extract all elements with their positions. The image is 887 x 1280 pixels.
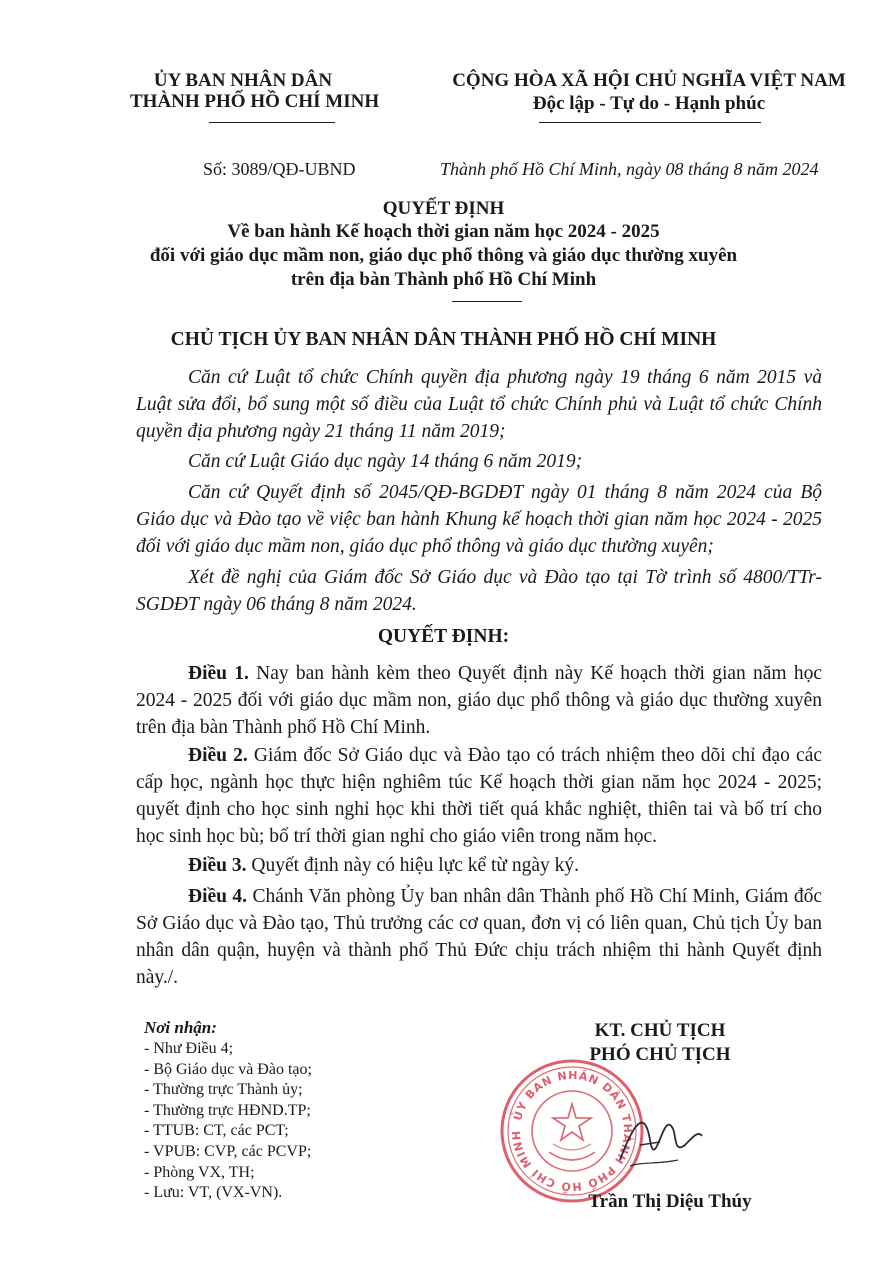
place-date: Thành phố Hồ Chí Minh, ngày 08 tháng 8 năm 2024 (440, 159, 819, 179)
article-4-label: Điều 4. (188, 886, 248, 907)
issuer-underline (209, 122, 335, 123)
recipient-item: - Thường trực HĐND.TP; (144, 1101, 311, 1119)
signature-title-line1: KT. CHỦ TỊCH (594, 1020, 726, 1041)
issuer-name-line2: THÀNH PHỐ HỒ CHÍ MINH (130, 91, 380, 112)
document-subject-line1: Về ban hành Kế hoạch thời gian năm học 2024 - 2025 (227, 221, 660, 242)
article-1 (136, 660, 822, 741)
article-1-label: Điều 1. (188, 663, 249, 684)
recipients-heading: Nơi nhận: (144, 1018, 217, 1037)
recipient-item: - VPUB: CVP, các PCVP; (144, 1142, 312, 1160)
recipient-item: - Như Điều 4; (144, 1040, 234, 1057)
article-1-text: Nay ban hành kèm theo Quyết định này Kế hoạch thời gian năm học 2024 - 2025 đối với giáo dục mầm non, giáo dục phổ thông và giáo dục thường xuyên trên địa bàn Thành phố Hồ Chí Minh. (136, 663, 822, 738)
handwritten-signature (600, 1100, 710, 1180)
document-number: Số: 3089/QĐ-UBND (203, 159, 356, 179)
article-4-text: Chánh Văn phòng Ủy ban nhân dân Thành phố Hồ Chí Minh, Giám đốc Sở Giáo dục và Đào tạo, Thủ trưởng các cơ quan, đơn vị có liên quan, Chủ tịch Ủy ban nhân dân quận, huyện và thành phố Thủ Đức chịu trách nhiệm thi hành Quyết định này./. (136, 886, 822, 988)
motto-underline (539, 122, 761, 123)
national-motto: Độc lập - Tự do - Hạnh phúc (532, 93, 766, 114)
recipient-item: - Phòng VX, TH; (144, 1163, 255, 1181)
document-type: QUYẾT ĐỊNH (382, 198, 505, 219)
signature-title-line2: PHÓ CHỦ TỊCH (589, 1044, 731, 1065)
document-subject-line2: đối với giáo dục mầm non, giáo dục phổ thông và giáo dục thường xuyên (149, 245, 738, 266)
article-3-text: Quyết định này có hiệu lực kể từ ngày ký. (246, 855, 580, 876)
svg-text:ỦY BAN NHÂN DÂN THÀNH PHỐ HỒ C: ỦY BAN NHÂN DÂN THÀNH PHỐ HỒ CHÍ MINH (509, 1068, 635, 1194)
signer-name: Trần Thị Diệu Thúy (588, 1191, 752, 1212)
recipient-item: - Thường trực Thành ủy; (144, 1081, 303, 1099)
article-2-label: Điều 2. (188, 745, 248, 766)
legal-basis-4: Xét đề nghị của Giám đốc Sở Giáo dục và Đào tạo tại Tờ trình số 4800/TTr-SGDĐT ngày 06 tháng 8 năm 2024. (136, 567, 822, 615)
national-title: CỘNG HÒA XÃ HỘI CHỦ NGHĨA VIỆT NAM (452, 70, 846, 91)
issuer-name-line1: ỦY BAN NHÂN DÂN (153, 70, 333, 91)
legal-basis-2: Căn cứ Luật Giáo dục ngày 14 tháng 6 năm 2019; (188, 451, 583, 472)
recipient-item: - Lưu: VT, (VX-VN). (144, 1184, 283, 1202)
recipient-item: - TTUB: CT, các PCT; (144, 1122, 289, 1140)
issuing-authority: CHỦ TỊCH ỦY BAN NHÂN DÂN THÀNH PHỐ HỒ CHÍ MINH (170, 329, 717, 350)
recipients-block (144, 1017, 444, 1204)
article-4 (136, 883, 822, 991)
title-underline (452, 301, 522, 302)
decision-heading: QUYẾT ĐỊNH: (377, 626, 510, 647)
article-2 (136, 742, 822, 850)
legal-basis-1: Căn cứ Luật tổ chức Chính quyền địa phương ngày 19 tháng 6 năm 2015 và Luật sửa đổi, bổ sung một số điều của Luật tổ chức Chính phủ và Luật tổ chức Chính quyền địa phương ngày 21 tháng 11 năm 2019; (136, 367, 822, 442)
article-3-label: Điều 3. (188, 855, 247, 876)
recipient-item: - Bộ Giáo dục và Đào tạo; (144, 1060, 312, 1078)
article-2-text: Giám đốc Sở Giáo dục và Đào tạo có trách nhiệm theo dõi chỉ đạo các cấp học, ngành học thực hiện nghiêm túc Kế hoạch thời gian năm học 2024 - 2025; quyết định cho học sinh nghỉ học khi thời tiết quá khắc nghiệt, thiên tai và bố trí cho học sinh học bù; bố trí thời gian nghỉ cho giáo viên trong năm học. (136, 745, 823, 847)
article-3 (136, 852, 822, 879)
legal-basis-3: Căn cứ Quyết định số 2045/QĐ-BGDĐT ngày 01 tháng 8 năm 2024 của Bộ Giáo dục và Đào tạo về việc ban hành Khung kế hoạch thời gian năm học 2024 - 2025 đối với giáo dục mầm non, giáo dục phổ thông và giáo dục thường xuyên; (136, 482, 822, 557)
document-subject-line3: trên địa bàn Thành phố Hồ Chí Minh (290, 269, 597, 290)
